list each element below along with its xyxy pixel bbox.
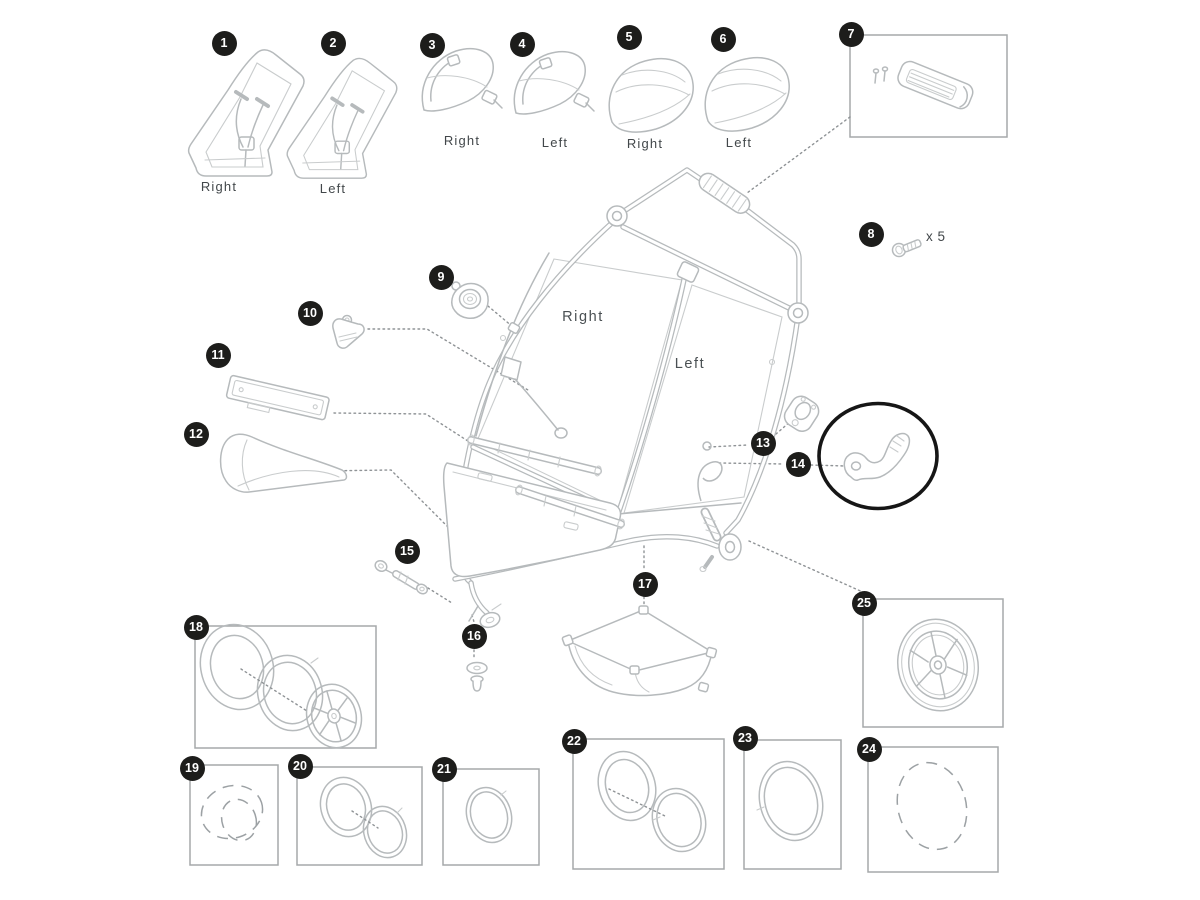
part-14-drawing [844,434,909,481]
part-13-drawing [781,392,823,435]
part-badge-22: 22 [562,729,587,754]
frame-right-side-label: Right [562,309,604,325]
part-badge-18: 18 [184,615,209,640]
part-25-drawing [889,612,986,719]
part-23-box [744,740,841,869]
part-3-orientation-label: Right [443,133,481,148]
part-23-drawing [751,754,832,847]
part-24-drawing [888,755,976,858]
part-badge-24: 24 [857,737,882,762]
part-6-orientation-label: Left [725,135,753,150]
part-3-drawing [422,49,502,111]
part-badge-17: 17 [633,572,658,597]
part-16-drawing [467,663,487,692]
part-badge-8: 8 [859,222,884,247]
part-21-drawing [459,782,518,849]
part-badge-16: 16 [462,624,487,649]
part-10-drawing [333,316,364,349]
part-badge-1: 1 [212,31,237,56]
part-badge-23: 23 [733,726,758,751]
part-badge-15: 15 [395,539,420,564]
part-badge-11: 11 [206,343,231,368]
part-8-drawing [893,239,922,256]
part-badge-19: 19 [180,756,205,781]
part-22-box [573,739,724,869]
part-badge-21: 21 [432,757,457,782]
stroller-frame-drawing [444,170,808,630]
part-badge-20: 20 [288,754,313,779]
frame-left-side-label: Left [674,356,706,372]
part-2-drawing [287,58,397,178]
part-badge-5: 5 [617,25,642,50]
part-1-orientation-label: Right [200,179,238,194]
part-15-drawing [373,559,429,596]
part-badge-14: 14 [786,452,811,477]
part-2-orientation-label: Left [319,181,347,196]
part-11-drawing [225,375,330,425]
part-19-drawing [194,778,269,847]
part-20-box [297,767,422,865]
part-8-quantity-label: x 5 [926,229,946,244]
part-6-drawing [705,58,789,131]
part-4-orientation-label: Left [541,135,569,150]
part-1-drawing [189,50,304,176]
part-badge-3: 3 [420,33,445,58]
part-22-drawing [590,744,714,858]
part-7-drawing [874,59,976,112]
part-21-box [443,769,539,865]
part-badge-7: 7 [839,22,864,47]
part-9-drawing [452,282,488,318]
part-17-drawing [562,606,717,695]
part-badge-12: 12 [184,422,209,447]
part-4-drawing [514,52,594,114]
part-24-box [868,747,998,872]
part-18-drawing [191,616,369,754]
part-12-drawing [221,434,347,492]
part-badge-4: 4 [510,32,535,57]
part-14-highlight-circle [819,404,937,509]
part-badge-25: 25 [852,591,877,616]
part-badge-9: 9 [429,265,454,290]
part-badge-10: 10 [298,301,323,326]
part-5-drawing [609,59,693,132]
part-badge-13: 13 [751,431,776,456]
part-20-drawing [313,771,413,863]
part-badge-6: 6 [711,27,736,52]
part-5-orientation-label: Right [626,136,664,151]
part-19-box [190,765,278,865]
part-badge-2: 2 [321,31,346,56]
